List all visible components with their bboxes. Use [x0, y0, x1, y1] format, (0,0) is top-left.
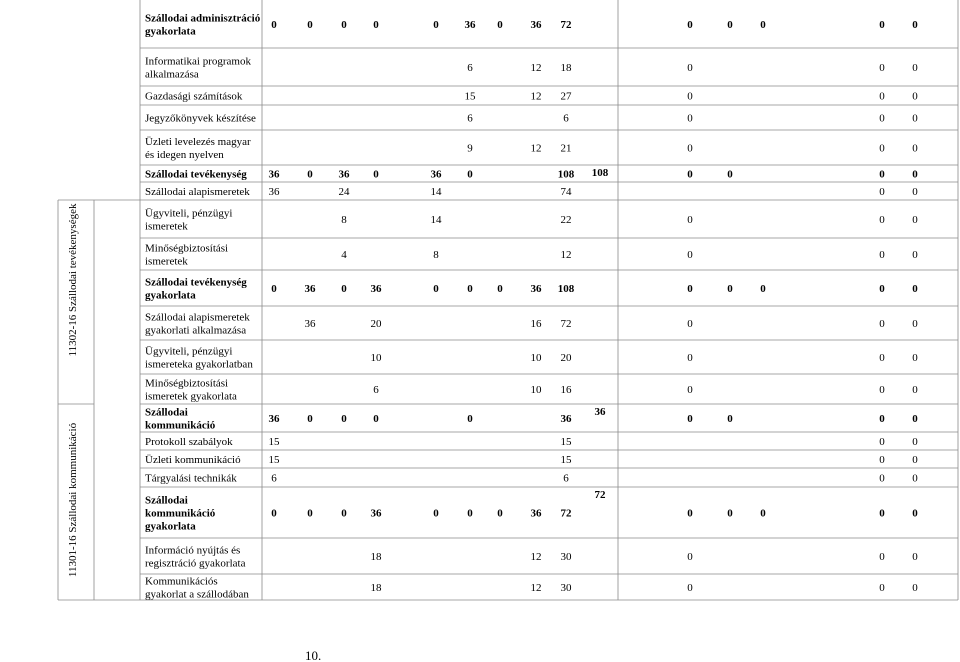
table-row: [145, 346, 918, 371]
row-label-jegyzokonyvek-keszitese: Jegyzőkönyvek készítése: [145, 112, 256, 125]
cell-value: 36: [530, 507, 542, 520]
cell-value: 0: [467, 507, 473, 520]
row-label-szallodai-tevekenyseg-gyakorlata: Szállodai tevékenység gyakorlata: [145, 276, 247, 302]
cell-value: 0: [879, 551, 885, 563]
cell-value: 0: [879, 62, 885, 74]
cell-value: 0: [497, 507, 503, 520]
cell-value: 0: [912, 112, 918, 125]
cell-value: 0: [687, 582, 693, 594]
cell-value: 0: [687, 352, 693, 364]
table-row: [145, 545, 918, 570]
row-label-szallodai-alapismeretek-gyakorlati: Szállodai alapismeretek gyakorlati alkalmazása: [145, 311, 250, 337]
row-label-targyalasi-technikak: Tárgyalási technikák: [145, 472, 237, 485]
cell-value: 0: [912, 507, 918, 520]
row-label-protokoll-szabalyok: Protokoll szabályok: [145, 436, 233, 448]
cell-value: 14: [430, 186, 442, 198]
cell-value: 0: [912, 384, 918, 396]
cell-value: 15: [464, 90, 476, 103]
cell-value: 12: [530, 62, 542, 74]
cell-value: 74: [560, 186, 572, 198]
table-row: [145, 13, 918, 38]
cell-value: 36: [464, 19, 476, 31]
module-labels: [67, 203, 79, 577]
cell-value: 6: [563, 472, 569, 485]
cell-value: 0: [727, 168, 733, 181]
cell-value: 0: [912, 582, 918, 594]
cell-value: 12: [530, 582, 542, 594]
cell-value: 15: [268, 454, 280, 466]
cell-value: 0: [912, 436, 918, 448]
cell-value: 108: [557, 283, 575, 295]
cell-value: 0: [879, 413, 885, 425]
cell-value: 0: [433, 507, 439, 520]
cell-value: 14: [430, 214, 442, 226]
cell-value: 0: [879, 384, 885, 396]
cell-value: 72: [560, 507, 572, 520]
cell-value: 0: [879, 186, 885, 198]
cell-value: 0: [687, 249, 693, 261]
cell-value: 0: [433, 283, 439, 295]
row-label-minosegbiztositasi-ismeretek: Minőségbiztosítási ismeretek: [145, 242, 229, 268]
row-label-ugyviteli-penzugyi-ismeretek: Ügyviteli, pénzügyi ismeretek: [145, 207, 233, 233]
module-label-11301-16: 11301-16 Szállodai kommunikáció: [67, 422, 79, 578]
row-label-szallodai-alapismeretek: Szállodai alapismeretek: [145, 186, 250, 198]
cell-value: 0: [373, 413, 379, 425]
cell-value: 10: [530, 352, 542, 364]
cell-value: 24: [338, 186, 350, 198]
cell-value: 108: [591, 167, 609, 179]
cell-value: 36: [530, 283, 542, 295]
cell-value: 10: [370, 352, 382, 364]
cell-value: 27: [560, 90, 572, 103]
cell-value: 72: [560, 318, 572, 330]
cell-value: 16: [560, 384, 572, 396]
cell-value: 72: [594, 489, 606, 501]
cell-value: 22: [560, 214, 572, 226]
cell-value: 36: [370, 283, 382, 295]
cell-value: 36: [560, 413, 572, 425]
cell-value: 0: [727, 19, 733, 31]
cell-value: 6: [467, 62, 473, 74]
cell-value: 0: [341, 19, 347, 31]
cell-value: 36: [268, 168, 280, 181]
table-row: [145, 576, 918, 601]
cell-value: 0: [879, 90, 885, 103]
cell-value: 20: [370, 318, 382, 330]
table-row: [145, 436, 918, 448]
cell-value: 0: [760, 19, 766, 31]
cell-value: 6: [563, 112, 569, 125]
cell-value: 0: [879, 112, 885, 125]
cell-value: 0: [912, 472, 918, 485]
cell-value: 18: [560, 62, 572, 74]
cell-value: 36: [530, 19, 542, 31]
table-row: [145, 56, 918, 81]
cell-value: 0: [879, 168, 885, 181]
row-label-minosegbiztositasi-gyakorlata: Minőségbiztosítási ismeretek gyakorlata: [145, 377, 237, 403]
cell-value: 0: [879, 472, 885, 485]
table-row: [145, 208, 918, 233]
cell-value: 0: [687, 384, 693, 396]
cell-value: 0: [879, 214, 885, 226]
row-label-informatikai-programok: Informatikai programok alkalmazása: [145, 55, 251, 81]
cell-value: 12: [560, 249, 572, 261]
cell-value: 15: [560, 454, 572, 466]
table-row: [145, 489, 918, 533]
row-label-uzleti-kommunikacio: Üzleti kommunikáció: [145, 454, 241, 466]
cell-value: 0: [497, 283, 503, 295]
cell-value: 8: [433, 249, 439, 261]
cell-value: 0: [307, 413, 313, 425]
cell-value: 0: [687, 19, 693, 31]
cell-value: 0: [687, 112, 693, 125]
cell-value: 0: [912, 62, 918, 74]
cell-value: 0: [373, 168, 379, 181]
cell-value: 0: [687, 507, 693, 520]
cell-value: 0: [912, 90, 918, 103]
cell-value: 0: [687, 413, 693, 425]
cell-value: 0: [912, 352, 918, 364]
cell-value: 8: [341, 214, 347, 226]
cell-value: 6: [467, 112, 473, 125]
cell-value: 0: [879, 283, 885, 295]
cell-value: 4: [341, 249, 347, 261]
cell-value: 0: [341, 507, 347, 520]
table-row: [145, 136, 918, 161]
cell-value: 0: [912, 454, 918, 466]
cell-value: 0: [879, 582, 885, 594]
cell-value: 0: [271, 19, 277, 31]
table-row: [145, 454, 918, 466]
cell-value: 0: [307, 507, 313, 520]
cell-value: 0: [467, 168, 473, 181]
cell-value: 0: [879, 142, 885, 155]
cell-value: 72: [560, 19, 572, 31]
cell-value: 9: [467, 142, 473, 155]
cell-value: 36: [304, 283, 316, 295]
row-label-gazdasagi-szamitasok: Gazdasági számítások: [145, 90, 243, 103]
cell-value: 15: [560, 436, 572, 448]
table-row: [145, 312, 918, 337]
cell-value: 12: [530, 90, 542, 103]
table-row: [145, 406, 918, 432]
cell-value: 0: [687, 142, 693, 155]
table-row: [145, 186, 918, 198]
row-label-kommunikacios-gyakorlat: Kommunikációs gyakorlat a szállodában: [145, 575, 249, 601]
cell-value: 36: [370, 507, 382, 520]
row-label-szallodai-kommunikacio-gyakorlata: Szállodai kommunikáció gyakorlata: [145, 494, 216, 533]
cell-value: 0: [727, 413, 733, 425]
table-row: [145, 277, 918, 302]
cell-value: 0: [912, 214, 918, 226]
cell-value: 0: [912, 142, 918, 155]
cell-value: 0: [879, 352, 885, 364]
cell-value: 36: [268, 186, 280, 198]
cell-value: 108: [557, 168, 575, 181]
cell-value: 0: [912, 19, 918, 31]
cell-value: 0: [879, 19, 885, 31]
cell-value: 0: [433, 19, 439, 31]
cell-value: 0: [760, 507, 766, 520]
cell-value: 12: [530, 142, 542, 155]
cell-value: 0: [912, 551, 918, 563]
cell-value: 0: [271, 507, 277, 520]
table-row: [145, 243, 918, 268]
cell-value: 0: [912, 249, 918, 261]
cell-value: 0: [912, 413, 918, 425]
cell-value: 0: [307, 19, 313, 31]
cell-value: 16: [530, 318, 542, 330]
cell-value: 0: [467, 283, 473, 295]
cell-value: 0: [373, 19, 379, 31]
cell-value: 0: [912, 186, 918, 198]
cell-value: 30: [560, 551, 572, 563]
cell-value: 0: [760, 283, 766, 295]
cell-value: 21: [560, 142, 572, 155]
row-label-szallodai-adminisztracio-gyakorlata: Szállodai adminisztráció gyakorlata: [145, 12, 261, 38]
table-row: [145, 167, 918, 181]
cell-value: 0: [727, 507, 733, 520]
table-rows: [145, 13, 918, 601]
cell-value: 36: [268, 413, 280, 425]
cell-value: 0: [879, 249, 885, 261]
cell-value: 0: [912, 318, 918, 330]
cell-value: 0: [307, 168, 313, 181]
cell-value: 6: [271, 472, 277, 485]
cell-value: 0: [879, 436, 885, 448]
cell-value: 0: [341, 283, 347, 295]
cell-value: 36: [338, 168, 350, 181]
row-label-uzleti-levelezes: Üzleti levelezés magyar és idegen nyelven: [145, 136, 251, 161]
cell-value: 18: [370, 551, 382, 563]
cell-value: 0: [687, 168, 693, 181]
cell-value: 18: [370, 582, 382, 594]
cell-value: 0: [687, 214, 693, 226]
cell-value: 0: [687, 318, 693, 330]
table-row: [145, 91, 918, 103]
row-label-informacio-nyujtas: Információ nyújtás és regisztráció gyakorlata: [145, 544, 246, 570]
table-row: [145, 473, 918, 485]
module-label-11302-16: 11302-16 Szállodai tevékenységek: [67, 203, 79, 357]
cell-value: 0: [727, 283, 733, 295]
row-label-ugyviteli-penzugyi-gyakorlatban: Ügyviteli, pénzügyi ismereteka gyakorlatban: [145, 345, 253, 371]
cell-value: 30: [560, 582, 572, 594]
cell-value: 0: [879, 507, 885, 520]
cell-value: 6: [373, 384, 379, 396]
cell-value: 36: [430, 168, 442, 181]
cell-value: 36: [304, 318, 316, 330]
cell-value: 20: [560, 352, 572, 364]
cell-value: 0: [879, 454, 885, 466]
row-label-szallodai-tevekenyseg-1: Szállodai tevékenység: [145, 168, 247, 181]
cell-value: 0: [687, 551, 693, 563]
cell-value: 0: [687, 283, 693, 295]
cell-value: 0: [687, 90, 693, 103]
cell-value: 36: [594, 406, 606, 418]
cell-value: 15: [268, 436, 280, 448]
cell-value: 0: [879, 318, 885, 330]
cell-value: 0: [467, 413, 473, 425]
cell-value: 0: [912, 283, 918, 295]
cell-value: 0: [271, 283, 277, 295]
cell-value: 0: [497, 19, 503, 31]
cell-value: 12: [530, 551, 542, 563]
row-label-szallodai-kommunikacio: Szállodai kommunikáció: [145, 406, 216, 432]
cell-value: 10: [530, 384, 542, 396]
table-row: [145, 113, 918, 125]
page-number: 10.: [305, 648, 322, 662]
table-row: [145, 378, 918, 403]
cell-value: 0: [341, 413, 347, 425]
cell-value: 0: [687, 62, 693, 74]
cell-value: 0: [912, 168, 918, 181]
